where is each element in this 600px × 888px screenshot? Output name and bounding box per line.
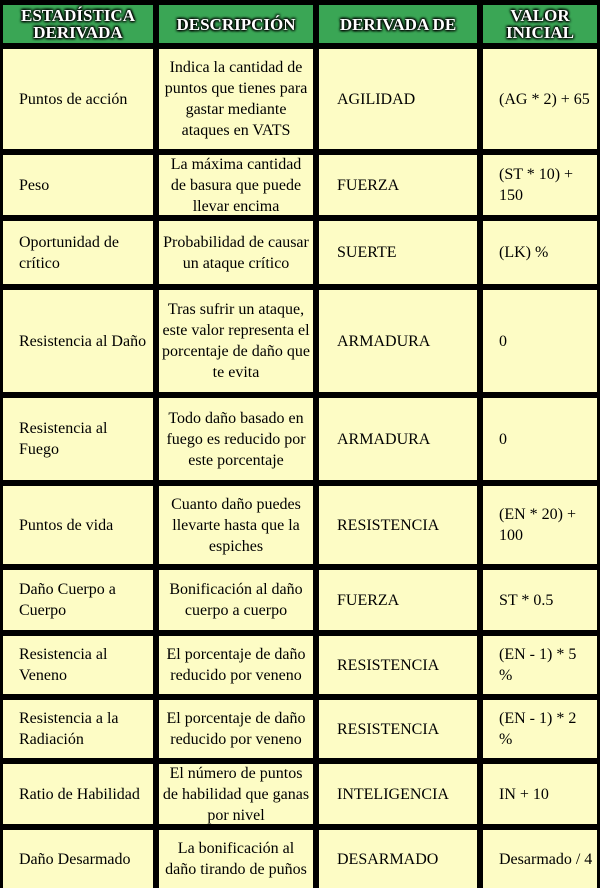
stat-cell bbox=[3, 700, 153, 758]
stat-cell bbox=[3, 764, 153, 824]
initial-value-cell bbox=[483, 764, 597, 824]
stat-cell-text: Daño Cuerpo a Cuerpo bbox=[19, 581, 116, 619]
initial-value-cell-text: (ST * 10) + 150 bbox=[499, 166, 574, 204]
stat-cell-text: Daño Desarmado bbox=[19, 850, 131, 868]
description-cell-text: El porcentaje de daño reducido por veneno bbox=[166, 710, 306, 748]
initial-value-cell bbox=[483, 221, 597, 284]
initial-value-cell-text: 0 bbox=[499, 430, 507, 448]
stat-cell bbox=[3, 290, 153, 392]
derived-from-cell bbox=[319, 486, 477, 564]
description-cell bbox=[159, 290, 313, 392]
description-cell-text: La bonificación al daño tirando de puños bbox=[165, 840, 307, 878]
stat-cell-text: Resistencia a la Radiación bbox=[19, 710, 119, 748]
derived-from-cell-text: ARMADURA bbox=[337, 430, 431, 448]
derived-from-cell-text: RESISTENCIA bbox=[337, 720, 440, 738]
derived-from-cell bbox=[319, 49, 477, 149]
initial-value-cell bbox=[483, 290, 597, 392]
stat-cell-text: Resistencia al Veneno bbox=[19, 646, 108, 684]
header-derived-from: DERIVADA DE bbox=[319, 5, 477, 43]
description-cell-text: La máxima cantidad de basura que puede llevar encima bbox=[170, 155, 302, 215]
stat-cell-text: Puntos de vida bbox=[19, 516, 114, 534]
stat-cell bbox=[3, 830, 153, 888]
description-cell bbox=[159, 221, 313, 284]
stat-cell-text: Resistencia al Daño bbox=[19, 332, 147, 350]
derived-from-cell bbox=[319, 221, 477, 284]
initial-value-cell-text: (EN - 1) * 2 % bbox=[499, 710, 577, 748]
description-cell-text: Cuanto daño puedes llevarte hasta que la espiches bbox=[171, 495, 301, 555]
derived-from-cell bbox=[319, 570, 477, 630]
stat-cell bbox=[3, 49, 153, 149]
header-stat: ESTADÍSTICA DERIVADA bbox=[3, 5, 153, 43]
description-cell bbox=[159, 49, 313, 149]
description-cell bbox=[159, 764, 313, 824]
description-cell-text: El número de puntos de habilidad que ganas por nivel bbox=[162, 764, 310, 824]
derived-from-cell-text: SUERTE bbox=[337, 244, 397, 261]
initial-value-cell bbox=[483, 155, 597, 215]
header-description: DESCRIPCIÓN bbox=[159, 5, 313, 43]
derived-from-cell bbox=[319, 155, 477, 215]
derived-from-cell-text: ARMADURA bbox=[337, 332, 431, 350]
derived-from-cell-text: DESARMADO bbox=[337, 850, 439, 868]
derived-from-cell-text: INTELIGENCIA bbox=[337, 785, 449, 803]
derived-from-cell bbox=[319, 700, 477, 758]
initial-value-cell-text: Desarmado / 4 bbox=[499, 850, 593, 868]
initial-value-cell-text: 0 bbox=[499, 332, 507, 350]
stat-cell bbox=[3, 636, 153, 694]
stat-cell bbox=[3, 155, 153, 215]
stat-cell-text: Resistencia al Fuego bbox=[19, 420, 108, 458]
initial-value-cell-text: (EN - 1) * 5 % bbox=[499, 646, 577, 684]
initial-value-cell bbox=[483, 398, 597, 480]
stat-cell-text: Ratio de Habilidad bbox=[19, 785, 140, 803]
derived-from-cell bbox=[319, 290, 477, 392]
initial-value-cell bbox=[483, 830, 597, 888]
description-cell bbox=[159, 830, 313, 888]
initial-value-cell bbox=[483, 636, 597, 694]
description-cell bbox=[159, 570, 313, 630]
stat-cell bbox=[3, 486, 153, 564]
derived-from-cell bbox=[319, 636, 477, 694]
description-cell bbox=[159, 636, 313, 694]
description-cell-text: Todo daño basado en fuego es reducido por este porcentaje bbox=[166, 409, 306, 469]
description-cell-text: El porcentaje de daño reducido por veneno bbox=[166, 646, 306, 684]
description-cell bbox=[159, 398, 313, 480]
initial-value-cell-text: (EN * 20) + 100 bbox=[499, 506, 577, 544]
derived-from-cell-text: FUERZA bbox=[337, 591, 400, 609]
derived-from-cell-text: RESISTENCIA bbox=[337, 516, 440, 534]
initial-value-cell bbox=[483, 49, 597, 149]
stat-cell bbox=[3, 570, 153, 630]
description-cell bbox=[159, 700, 313, 758]
derived-from-cell-text: FUERZA bbox=[337, 176, 400, 194]
description-cell-text: Bonificación al daño cuerpo a cuerpo bbox=[169, 581, 303, 619]
stat-cell bbox=[3, 398, 153, 480]
derived-from-cell bbox=[319, 398, 477, 480]
description-cell-text: Indica la cantidad de puntos que tienes para gastar mediante ataques en VATS bbox=[164, 59, 308, 139]
derived-from-cell bbox=[319, 830, 477, 888]
description-cell-text: Tras sufrir un ataque, este valor representa el porcentaje de daño que te evita bbox=[162, 301, 310, 381]
derived-from-cell-text: RESISTENCIA bbox=[337, 656, 440, 674]
initial-value-cell-text: ST * 0.5 bbox=[499, 591, 554, 609]
initial-value-cell bbox=[483, 700, 597, 758]
stat-cell-text: Oportunidad de crítico bbox=[19, 233, 119, 272]
initial-value-cell bbox=[483, 570, 597, 630]
stat-cell-text: Peso bbox=[19, 176, 50, 194]
stat-cell-text: Puntos de acción bbox=[19, 90, 128, 108]
description-cell bbox=[159, 155, 313, 215]
header-initial-value: VALOR INICIAL bbox=[483, 5, 597, 43]
initial-value-cell bbox=[483, 486, 597, 564]
initial-value-cell-text: (LK) % bbox=[499, 244, 549, 261]
initial-value-cell-text: IN + 10 bbox=[499, 785, 549, 803]
derived-from-cell-text: AGILIDAD bbox=[337, 90, 416, 108]
description-cell bbox=[159, 486, 313, 564]
initial-value-cell-text: (AG * 2) + 65 bbox=[499, 90, 590, 108]
description-cell-text: Probabilidad de causar un ataque crítico bbox=[163, 233, 309, 272]
stat-cell bbox=[3, 221, 153, 284]
derived-from-cell bbox=[319, 764, 477, 824]
